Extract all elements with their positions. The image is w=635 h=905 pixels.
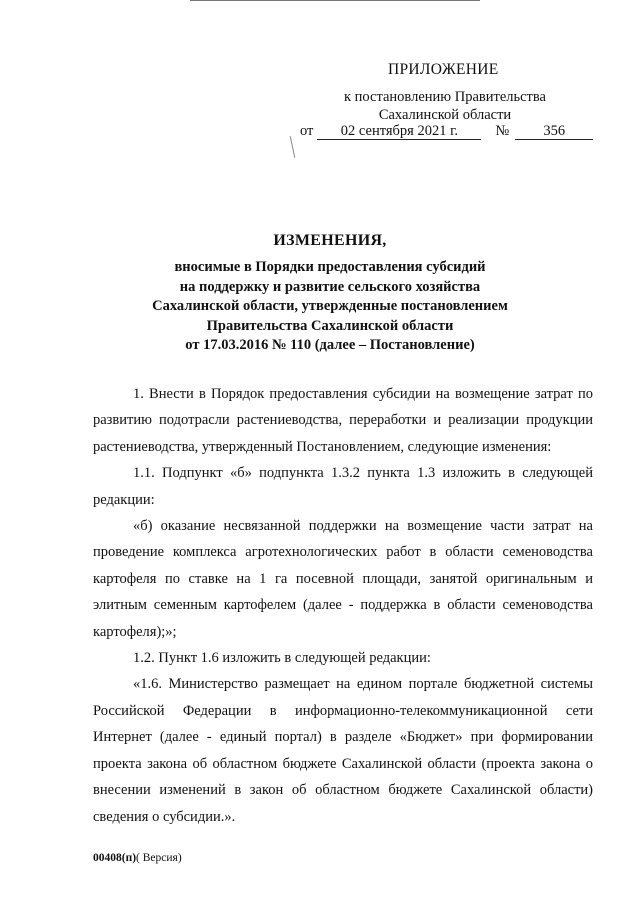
- stray-mark: [290, 136, 296, 158]
- appendix-line-1: к постановлению Правительства: [344, 89, 546, 105]
- decree-date: 02 сентября 2021 г.: [317, 122, 481, 140]
- paragraph: 1.2. Пункт 1.6 изложить в следующей редакции:: [133, 650, 431, 667]
- decree-number: 356: [515, 122, 593, 140]
- subtitle-line: Правительства Сахалинской области: [206, 317, 454, 334]
- subtitle-line: от 17.03.2016 № 110 (далее – Постановление): [185, 337, 475, 353]
- subtitle-line: Сахалинской области, утвержденные постановлением: [152, 298, 508, 314]
- document-version: ( Версия): [136, 852, 182, 864]
- paragraph: «б) оказание несвязанной поддержки на возмещение части затрат на проведение комплекса агротехнологических работ в области семеноводства картофеля по ставке на 1 га посевной площади, занятой оригинальным и элитным семенным картофелем (далее - поддержка в области семеноводства картофеля);»;: [93, 518, 593, 640]
- decree-line: [300, 122, 593, 141]
- from-label: от: [300, 123, 314, 139]
- footer-code: [93, 852, 182, 864]
- document-code: 00408(п): [93, 852, 137, 864]
- paragraph: 1.1. Подпункт «б» подпункта 1.3.2 пункта 1.3 изложить в следующей редакции:: [93, 465, 593, 508]
- number-label: №: [495, 123, 510, 139]
- top-rule: [190, 0, 480, 1]
- document-subtitle: [60, 258, 600, 356]
- document-body: [93, 381, 593, 830]
- appendix-title: ПРИЛОЖЕНИЕ: [388, 61, 499, 78]
- subtitle-line: на поддержку и развитие сельского хозяйства: [179, 278, 481, 295]
- appendix-line-2: Сахалинской области: [378, 107, 512, 123]
- document-title: ИЗМЕНЕНИЯ,: [273, 232, 387, 249]
- paragraph: 1. Внести в Порядок предоставления субсидии на возмещение затрат по развитию подотрасли растениеводства, переработки и реализации продукции растениеводства, утвержденный Постановлением, следующие изменения:: [93, 386, 593, 455]
- paragraph: «1.6. Министерство размещает на едином портале бюджетной системы Российской Федерации в информационно-телекоммуникационной сети Интернет (далее - единый портал) в разделе «Бюджет» при формировании проекта закона об областном бюджете Сахалинской области (проекта закона о внесении изменений в закон об областном бюджете Сахалинской области) сведения о субсидии.».: [93, 676, 593, 825]
- subtitle-line: вносимые в Порядки предоставления субсидий: [174, 259, 486, 275]
